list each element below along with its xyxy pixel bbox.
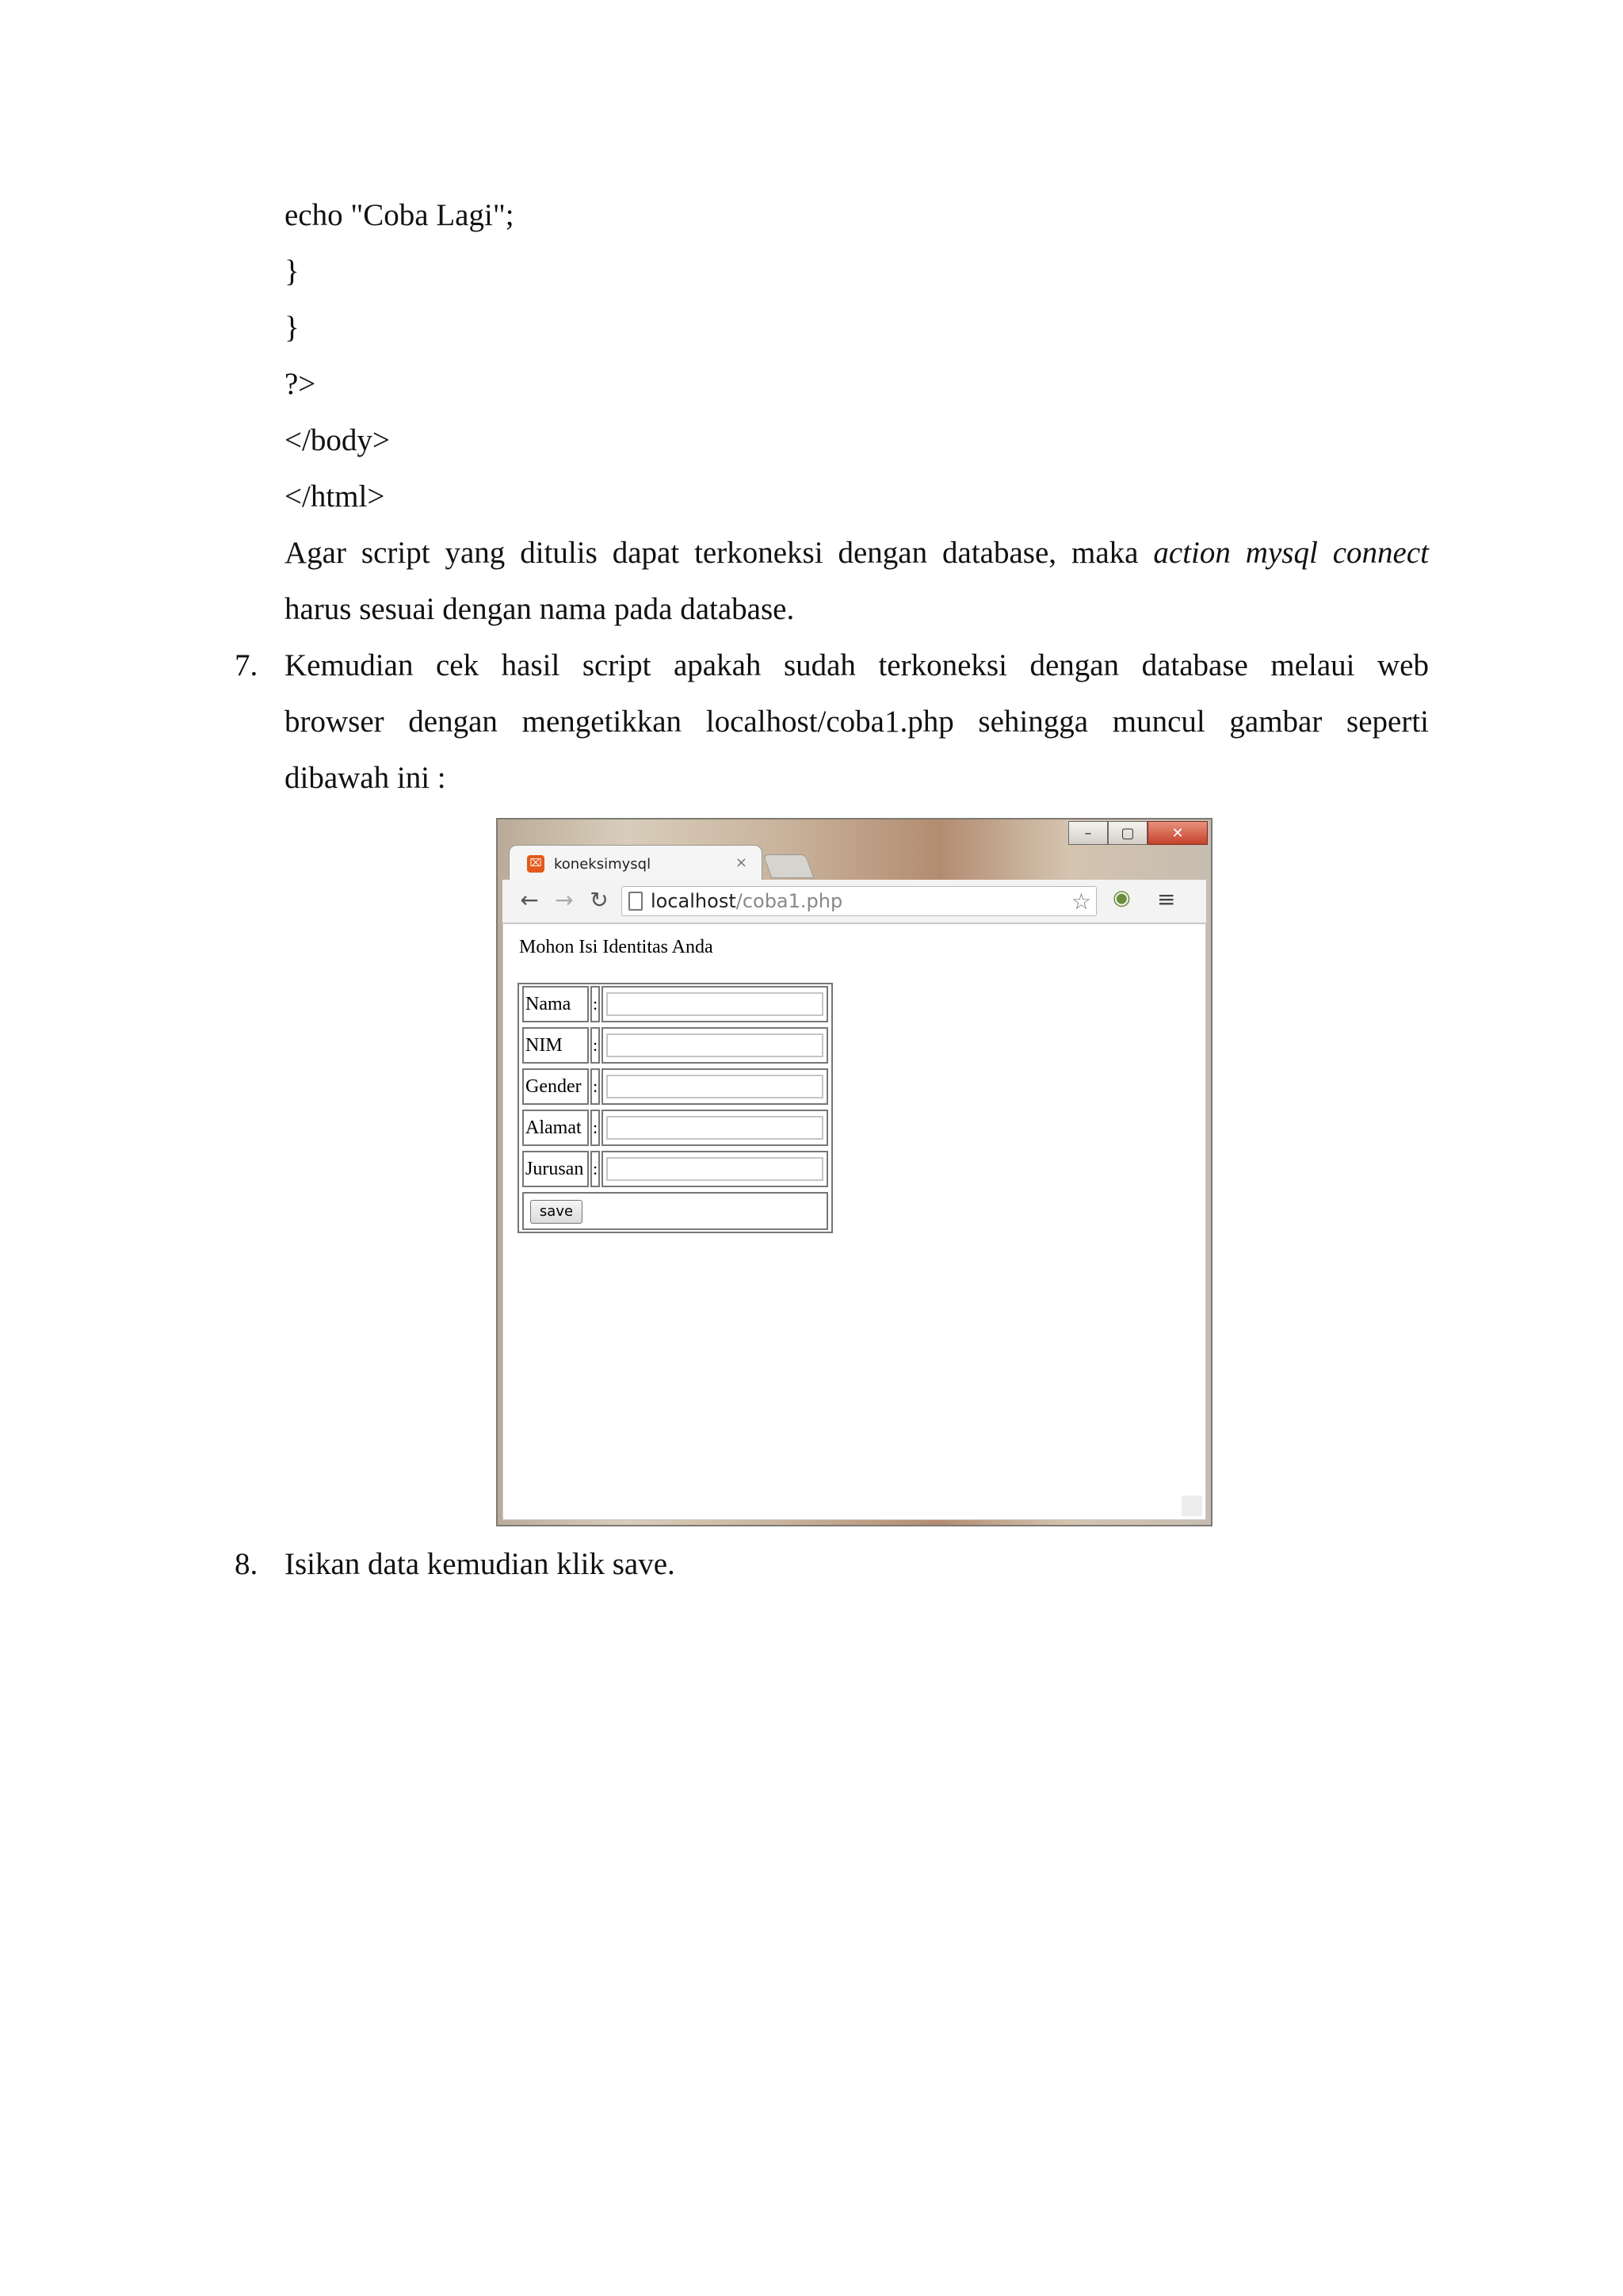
back-arrow-icon[interactable]: ←	[520, 887, 539, 913]
field-label: Gender	[522, 1068, 589, 1105]
jurusan-input[interactable]	[606, 1157, 823, 1181]
field-label: Nama	[522, 986, 589, 1022]
url-text	[651, 890, 842, 912]
tab-title: koneksimysql	[554, 856, 651, 873]
page-heading: Mohon Isi Identitas Anda	[519, 937, 713, 957]
paragraph-line-2: harus sesuai dengan nama pada database.	[285, 592, 795, 626]
code-line-3: }	[285, 311, 300, 345]
step-8-number: 8.	[235, 1547, 258, 1581]
nim-input[interactable]	[606, 1033, 823, 1057]
url-path: /coba1.php	[735, 890, 843, 912]
field-label: Alamat	[522, 1110, 589, 1146]
save-row	[522, 1192, 828, 1230]
field-separator: :	[590, 1151, 600, 1187]
code-line-2: }	[285, 254, 300, 288]
field-cell	[601, 1027, 828, 1064]
paragraph-italic-text: action mysql connect	[1153, 536, 1430, 570]
field-separator: :	[590, 1027, 600, 1064]
identity-form	[517, 983, 833, 1233]
field-separator: :	[590, 986, 600, 1022]
field-cell	[601, 986, 828, 1022]
save-button[interactable]: save	[530, 1200, 582, 1224]
field-separator: :	[590, 1068, 600, 1105]
close-window-icon[interactable]: ✕	[1148, 821, 1208, 845]
gender-input[interactable]	[606, 1075, 823, 1098]
reload-icon[interactable]: ↻	[590, 887, 609, 913]
code-line-5: </body>	[285, 423, 390, 457]
field-label: NIM	[522, 1027, 589, 1064]
paragraph-line-1	[285, 534, 1429, 572]
code-line-6: </html>	[285, 479, 385, 514]
browser-tab[interactable]	[509, 845, 762, 881]
step-7-line-2: browser dengan mengetikkan localhost/coba1.php sehingga muncul gambar seperti	[285, 705, 1429, 739]
address-bar[interactable]	[621, 886, 1097, 916]
minimize-icon[interactable]: –	[1068, 821, 1108, 845]
browser-screenshot	[496, 818, 1212, 1526]
field-cell	[601, 1151, 828, 1187]
url-host: localhost	[651, 890, 736, 912]
code-line-4: ?>	[285, 367, 316, 401]
alamat-input[interactable]	[606, 1116, 823, 1140]
field-cell	[601, 1068, 828, 1105]
tab-close-icon[interactable]: ×	[735, 854, 747, 871]
step-8-text: Isikan data kemudian klik save.	[285, 1547, 675, 1581]
field-separator: :	[590, 1110, 600, 1146]
field-label: Jurusan	[522, 1151, 589, 1187]
field-cell	[601, 1110, 828, 1146]
browser-viewport	[502, 923, 1206, 1520]
xampp-favicon-icon: ⌧	[527, 855, 544, 873]
paragraph-text: Agar script yang ditulis dapat terkoneksi dengan database, maka	[285, 536, 1154, 570]
forward-arrow-icon[interactable]: →	[555, 887, 574, 913]
step-7-line-1: Kemudian cek hasil script apakah sudah terkoneksi dengan database melaui web	[285, 648, 1429, 682]
bookmark-star-icon[interactable]: ☆	[1071, 888, 1091, 915]
new-tab-button[interactable]	[763, 854, 815, 878]
page-icon	[628, 892, 643, 911]
window-controls	[1068, 821, 1208, 848]
resize-corner[interactable]	[1182, 1496, 1202, 1516]
nama-input[interactable]	[606, 992, 823, 1016]
maximize-icon[interactable]: ▢	[1108, 821, 1148, 845]
menu-icon[interactable]: ≡	[1157, 886, 1176, 912]
extension-eye-icon[interactable]: ◉	[1113, 886, 1131, 909]
step-7-line-3: dibawah ini :	[285, 761, 446, 795]
browser-toolbar	[502, 880, 1206, 923]
step-7-number: 7.	[235, 648, 258, 682]
code-line-1: echo "Coba Lagi";	[285, 198, 514, 232]
